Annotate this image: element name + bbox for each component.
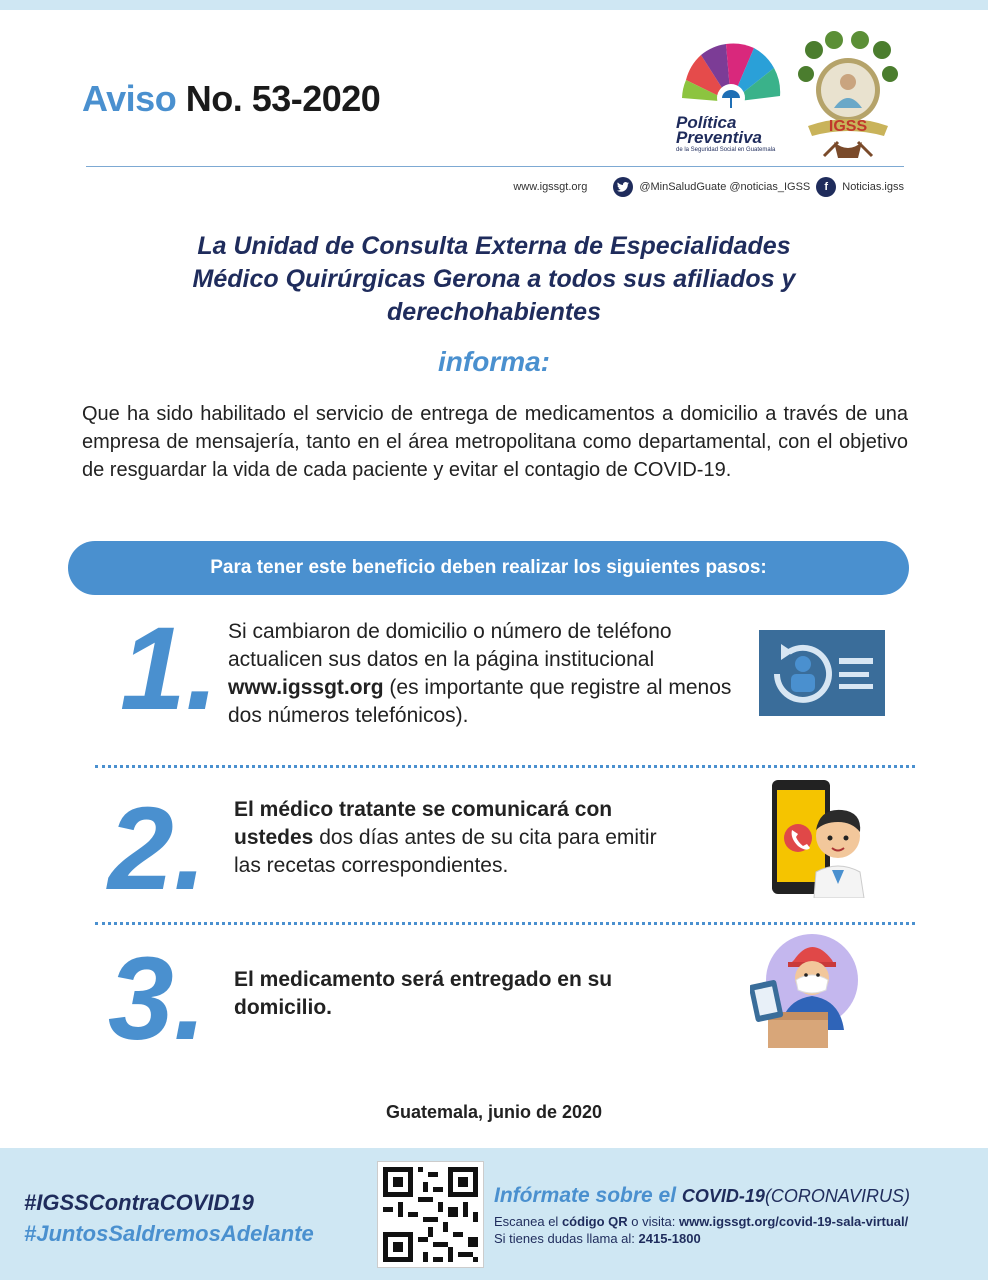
step-3-text: El medicamento será entregado en su domicilio.: [234, 968, 613, 1019]
step-1-text: Si cambiaron de domicilio o número de teléfono actualicen sus datos en la página institucional www.igssgt.org (es importante que registre al menos dos números telefónicos).: [228, 620, 732, 727]
step-3-number: 3.: [108, 933, 207, 1065]
delivery-person-icon: [750, 930, 866, 1050]
step-divider: [95, 922, 915, 925]
qr-code-icon: [378, 1162, 483, 1267]
date-line: Guatemala, junio de 2020: [385, 1102, 603, 1122]
covid-url[interactable]: www.igssgt.org/covid-19-sala-virtual/: [679, 1214, 909, 1229]
qr-code[interactable]: [377, 1161, 484, 1268]
page-title: Aviso No. 53-2020: [82, 78, 381, 119]
top-bar: [0, 0, 988, 10]
igss-tree-emblem-icon: [794, 30, 902, 160]
step-1-number: 1.: [120, 603, 219, 735]
facebook-icon: f: [816, 177, 836, 197]
step-divider: [95, 765, 915, 768]
phone-number[interactable]: 2415-1800: [638, 1231, 701, 1246]
umbrella-logo-icon: [676, 40, 786, 110]
igss-logo: IGSS: [794, 30, 902, 160]
steps-banner: Para tener este beneficio deben realizar los siguientes pasos:: [68, 541, 909, 595]
update-profile-icon: [759, 630, 885, 716]
website-link[interactable]: www.igssgt.org: [513, 181, 588, 193]
twitter-icon: [613, 177, 633, 197]
politica-preventiva-logo: Política Preventiva de la Seguridad Social en Guatemala: [676, 40, 786, 158]
step-2-text: El médico tratante se comunicará con ustedes dos días antes de su cita para emitir las recetas correspondientes.: [234, 798, 657, 877]
info-title: Infórmate sobre el COVID-19(CORONAVIRUS): [494, 1184, 910, 1207]
hashtag-juntos[interactable]: #JuntosSaldremosAdelante: [24, 1221, 314, 1246]
hashtag-igss[interactable]: #IGSSContraCOVID19: [24, 1190, 254, 1215]
notice-heading: La Unidad de Consulta Externa de Especialidades Médico Quirúrgicas Gerona a todos sus afiliados y derechohabientes: [192, 232, 796, 326]
step-2-number: 2.: [108, 783, 207, 915]
facebook-handle[interactable]: Noticias.igss: [842, 181, 904, 193]
phone-info: Si tienes dudas llama al: 2415-1800: [494, 1231, 701, 1246]
step-1-url[interactable]: www.igssgt.org: [228, 676, 384, 699]
header-divider: [86, 166, 904, 167]
informa-label: informa:: [438, 346, 550, 377]
twitter-handles[interactable]: @MinSaludGuate @noticias_IGSS: [639, 181, 811, 193]
notice-paragraph: Que ha sido habilitado el servicio de entrega de medicamentos a domicilio a través de una empresa de mensajería, tanto en el área metropolitana como departamental, con el objetivo de resguardar la vida de cada paciente y evitar el contagio de COVID-19.: [82, 403, 908, 481]
social-links: [440, 176, 904, 198]
scan-info: Escanea el código QR o visita: www.igssgt.org/covid-19-sala-virtual/: [494, 1214, 909, 1229]
doctor-phone-icon: [772, 780, 868, 898]
